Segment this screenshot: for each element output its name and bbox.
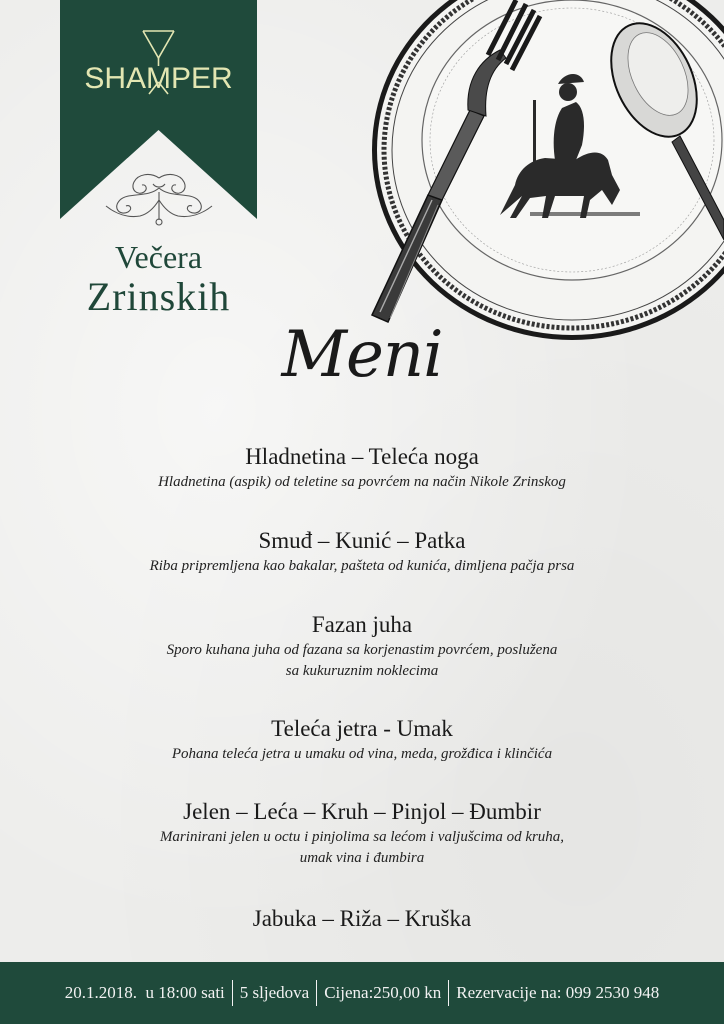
footer-divider [232,980,233,1006]
footer-divider [316,980,317,1006]
menu-heading: Meni [281,318,443,392]
footer-divider [448,980,449,1006]
event-date-time: 20.1.2018. u 18:00 sati [64,983,225,1002]
course-description: Marinirani jelen u octu i pinjolima sa lećom i valjušcima od kruha, [159,829,565,845]
event-title-line2: Zrinskih [86,274,231,319]
footer-bar [0,962,724,1024]
course-title: Teleća jetra - Umak [271,716,453,741]
course-description: Hladnetina (aspik) od teletine sa povrćem na način Nikole Zrinskog [158,474,566,490]
course-item [0,444,724,493]
course-title: Smuđ – Kunić – Patka [258,528,466,553]
course-description: Sporo kuhana juha od fazana sa korjenastim povrćem, poslužena [166,642,558,658]
course-item [0,528,724,577]
course-title: Jelen – Leća – Kruh – Pinjol – Đumbir [183,799,541,824]
course-item [0,716,724,765]
course-description: sa kukuruznim noklecima [285,663,439,679]
course-title: Hladnetina – Teleća noga [245,444,479,469]
ornament-icon [98,170,220,230]
course-title: Jabuka – Riža – Kruška [252,906,472,931]
course-item [0,799,724,869]
course-description: Pohana teleća jetra u umaku od vina, meda, grožđica i klinčića [171,746,553,762]
courses-count: 5 sljedova [239,983,310,1002]
event-title-line1: Večera [114,239,203,275]
brand-logo-text: SHAMPER [84,62,233,95]
reservation-phone: Rezervacije na: 099 2530 948 [456,983,660,1002]
plate-illustration-icon [340,0,724,370]
course-item [0,906,724,932]
course-item [0,612,724,682]
price: Cijena:250,00 kn [324,983,442,1002]
course-description: Riba pripremljena kao bakalar, pašteta od kunića, dimljena pačja prsa [149,558,575,574]
course-title: Fazan juha [311,612,413,637]
course-description: umak vina i đumbira [299,850,425,866]
